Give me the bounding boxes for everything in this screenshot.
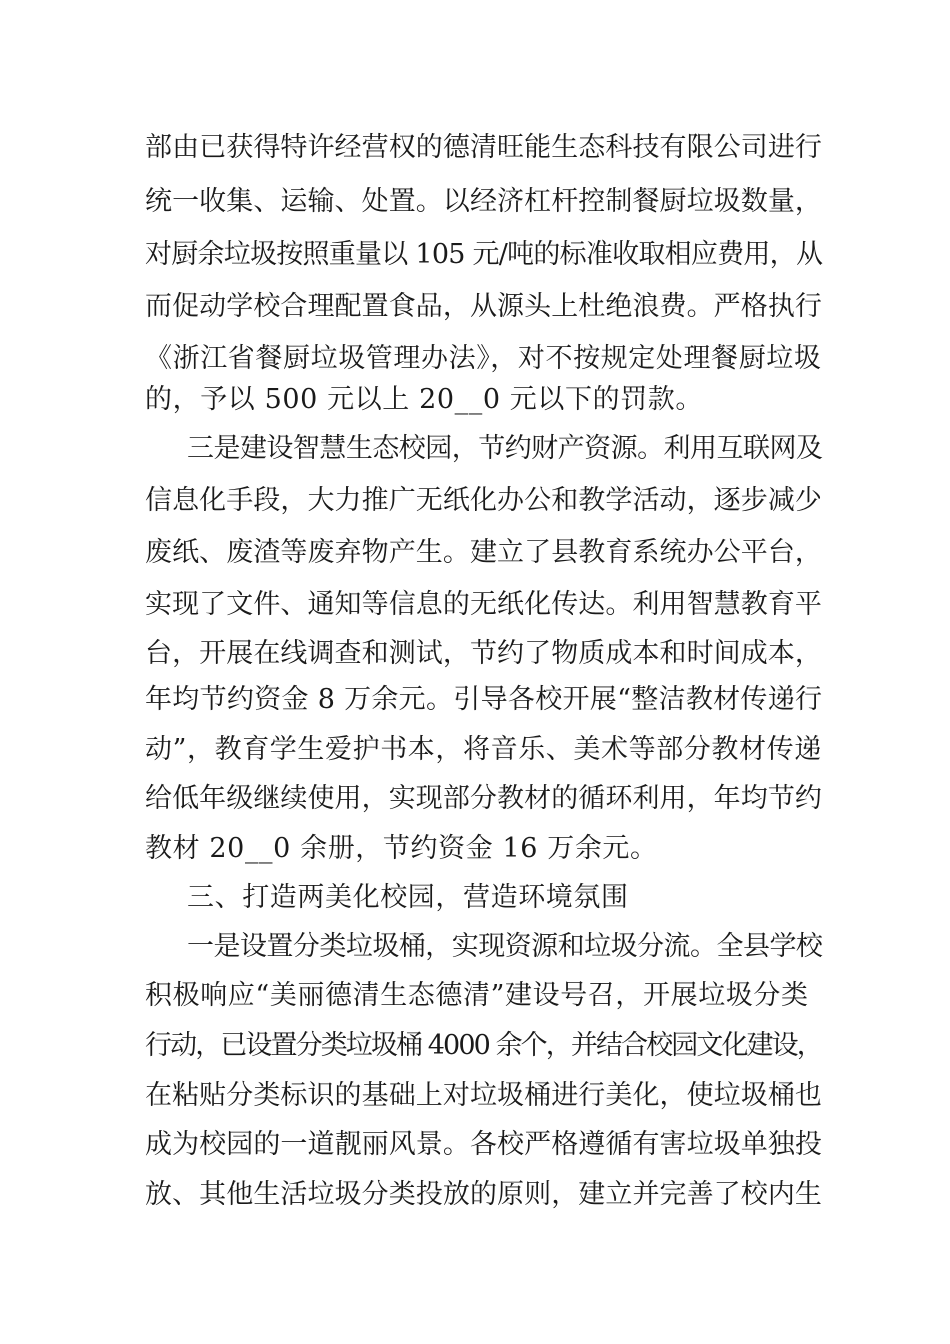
paragraph-line: 动”，教育学生爱护书本，将音乐、美术等部分教材传递 bbox=[145, 734, 822, 765]
paragraph-line: 信息化手段，大力推广无纸化办公和教学活动，逐步减少 bbox=[145, 485, 822, 516]
paragraph-line: 对厨余垃圾按照重量以 105 元/吨的标准收取相应费用，从 bbox=[145, 239, 823, 270]
paragraph-line: 一是设置分类垃圾桶，实现资源和垃圾分流。全县学校 bbox=[187, 931, 823, 962]
paragraph-line: 《浙江省餐厨垃圾管理办法》，对不按规定处理餐厨垃圾 bbox=[145, 343, 822, 374]
paragraph-line: 积极响应“美丽德清生态德清”建设号召，开展垃圾分类 bbox=[145, 980, 809, 1011]
section-heading: 三、打造两美化校园，营造环境氛围 bbox=[187, 882, 629, 913]
paragraph-line: 台，开展在线调查和测试，节约了物质成本和时间成本， bbox=[145, 638, 822, 669]
paragraph-line: 而促动学校合理配置食品，从源头上杜绝浪费。严格执行 bbox=[145, 291, 822, 322]
paragraph-line: 成为校园的一道靓丽风景。各校严格遵循有害垃圾单独投 bbox=[145, 1129, 822, 1160]
paragraph-line: 统一收集、运输、处置。以经济杠杆控制餐厨垃圾数量， bbox=[145, 186, 822, 217]
paragraph-line: 年均节约资金 8 万余元。引导各校开展“整洁教材传递行 bbox=[145, 684, 823, 715]
paragraph-line: 三是建设智慧生态校园，节约财产资源。利用互联网及 bbox=[187, 433, 823, 464]
paragraph-line: 的，予以 500 元以上 20__0 元以下的罚款。 bbox=[145, 384, 703, 415]
paragraph-line: 废纸、废渣等废弃物产生。建立了县教育系统办公平台， bbox=[145, 537, 822, 568]
paragraph-line: 行动，已设置分类垃圾桶 4000 余个，并结合校园文化建设， bbox=[145, 1030, 822, 1061]
paragraph-line: 实现了文件、通知等信息的无纸化传达。利用智慧教育平 bbox=[145, 589, 822, 620]
paragraph-line: 放、其他生活垃圾分类投放的原则，建立并完善了校内生 bbox=[145, 1179, 822, 1210]
paragraph-line: 在粘贴分类标识的基础上对垃圾桶进行美化，使垃圾桶也 bbox=[145, 1080, 822, 1111]
paragraph-line: 教材 20__0 余册，节约资金 16 万余元。 bbox=[145, 833, 658, 864]
paragraph-line: 给低年级继续使用，实现部分教材的循环利用，年均节约 bbox=[145, 783, 822, 814]
paragraph-line: 部由已获得特许经营权的德清旺能生态科技有限公司进行 bbox=[145, 132, 822, 163]
